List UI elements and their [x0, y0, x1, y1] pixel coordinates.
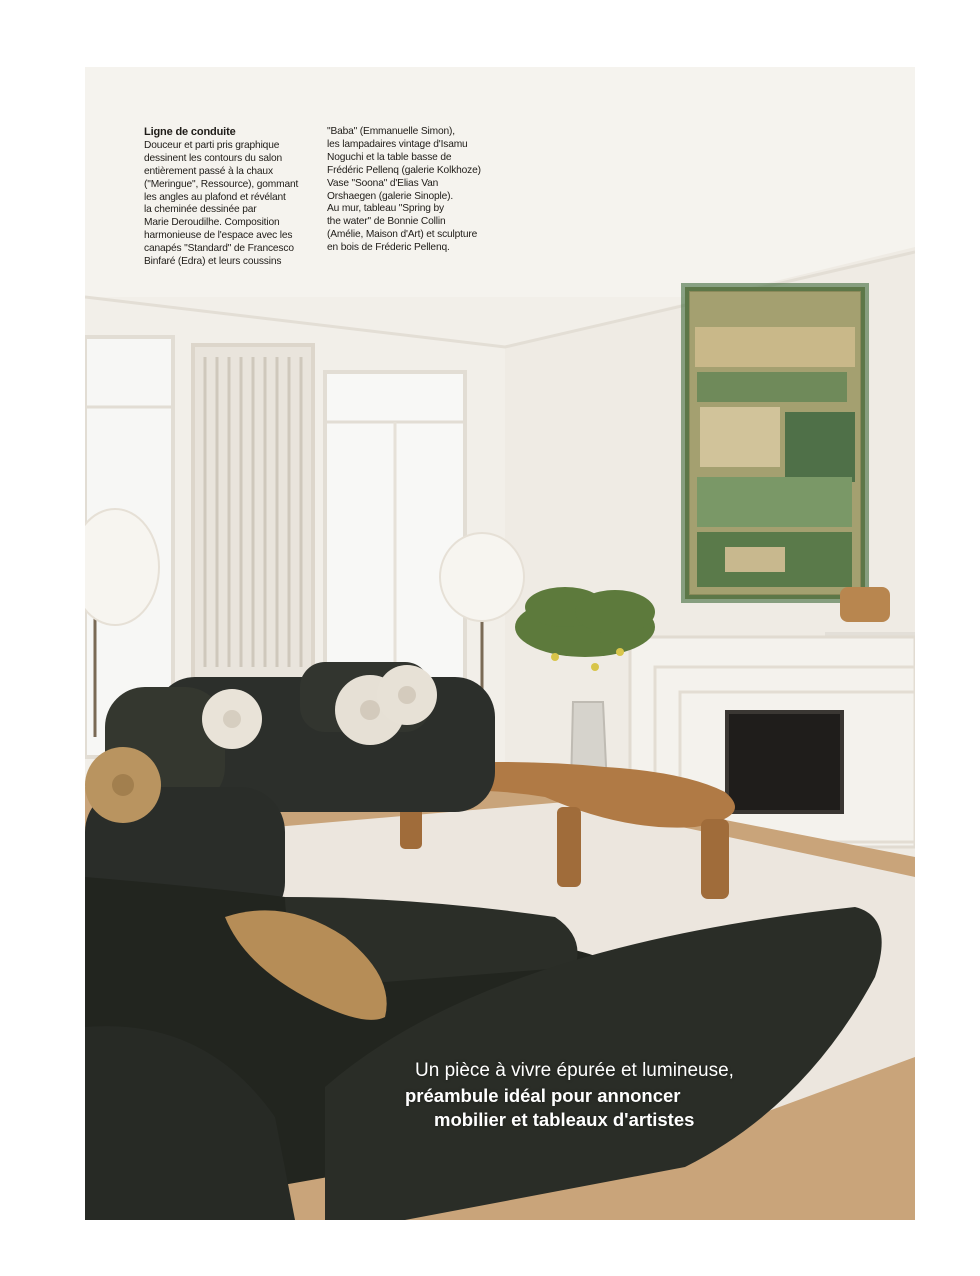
caption-line: Frédéric Pellenq (galerie Kolkhoze): [327, 164, 481, 176]
caption-line: canapés "Standard" de Francesco: [144, 243, 294, 255]
caption-line: Au mur, tableau "Spring by: [327, 203, 444, 215]
caption-line: la cheminée dessinée par: [144, 204, 257, 216]
caption-line: "Baba" (Emmanuelle Simon),: [327, 126, 455, 137]
caption-line: en bois de Fréderic Pellenq.: [327, 242, 450, 254]
pull-quote-line-3: mobilier et tableaux d'artistes: [434, 1109, 695, 1130]
caption-title: Ligne de conduite: [144, 126, 236, 138]
caption-line: ("Meringue", Ressource), gommant: [144, 178, 299, 190]
caption-column-1: [144, 126, 312, 269]
caption-line: the water" de Bonnie Collin: [327, 216, 446, 228]
caption-line: les angles au plafond et révélant: [144, 191, 286, 203]
caption-line: Marie Deroudilhe. Composition: [144, 217, 280, 229]
pull-quote-line-1: Un pièce à vivre épurée et lumineuse,: [415, 1060, 734, 1081]
caption-line: entièrement passé à la chaux: [144, 165, 273, 177]
caption-line: Orshaegen (galerie Sinople).: [327, 190, 454, 202]
caption-line: Vase "Soona" d'Elias Van: [327, 177, 439, 189]
caption-line: Douceur et parti pris graphique: [144, 139, 280, 151]
caption-line: dessinent les contours du salon: [144, 152, 283, 164]
caption-line: Noguchi et la table basse de: [327, 151, 452, 163]
caption-line: Binfaré (Edra) et leurs coussins: [144, 256, 282, 268]
caption-line: les lampadaires vintage d'Isamu: [327, 138, 468, 150]
caption-line: (Amélie, Maison d'Art) et sculpture: [327, 229, 478, 241]
pull-quote-line-2: préambule idéal pour annoncer: [405, 1085, 681, 1106]
caption-column-2: [327, 126, 495, 255]
caption-line: harmonieuse de l'espace avec les: [144, 230, 293, 242]
